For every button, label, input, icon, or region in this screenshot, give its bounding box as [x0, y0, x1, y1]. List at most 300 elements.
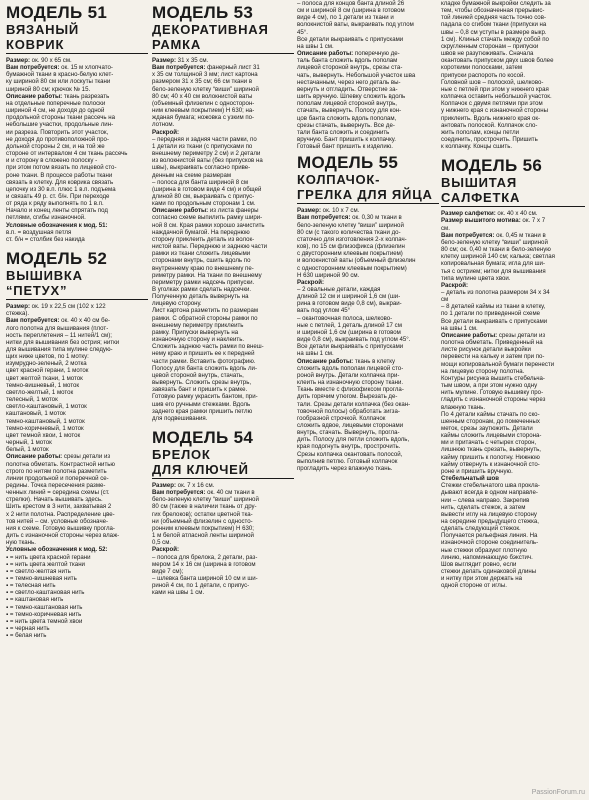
- text-line: дывают всегда в одном направле-: [441, 489, 538, 497]
- text-line: 45°.: [297, 28, 308, 36]
- text-line: ним клеевым покрытием) Н 630; на-: [152, 107, 255, 115]
- text-line: см и шириной 8 см (ширина в готовом: [297, 7, 405, 15]
- text-line: – полоса для концов банта длиной 26: [297, 0, 405, 7]
- text-line: 1 м белой атласной ленты шириной: [152, 532, 254, 540]
- text-line: заднего края рамки пришить петлю: [152, 407, 253, 415]
- text-line: ▪ = белая нить: [6, 632, 47, 640]
- text-line: Вам потребуется: фанерный лист 31: [152, 64, 260, 72]
- text-line: ▪ = телесная нить: [6, 582, 56, 590]
- text-line: швы – 0,8 см уступы в размере выкр.: [441, 28, 547, 36]
- model-54-block: [152, 429, 294, 597]
- text-line: размером 31 х 35 см; 66 см ткани в: [152, 78, 253, 86]
- text-line: см.: [441, 224, 450, 232]
- model-53-text: [152, 57, 294, 422]
- text-line: с двусторонним клеевым покрытием): [297, 250, 403, 258]
- text-line: гладить с изнаночной стороны через: [441, 396, 546, 404]
- text-line: гообразной строчкой. Колпачок: [297, 414, 386, 422]
- model-51-block: [6, 4, 148, 243]
- text-line: бумажной ткани в красно-белую клет-: [6, 71, 114, 79]
- text-line: щих ниже цветов, по 1 мотку:: [6, 353, 89, 361]
- text-line: х 35 см толщиной 3 мм; лист картона: [152, 71, 258, 79]
- model-52-heading: МОДЕЛЬ 52: [6, 249, 108, 269]
- text-line: и шириной 1,6 см (ширина в готовом: [297, 328, 401, 336]
- text-line: Вам потребуется: ок. 15 м хлопчато-: [6, 64, 113, 72]
- model-51-title: ВЯЗАНЫЙ КОВРИК: [6, 22, 148, 54]
- text-line: Полосу для банта сложить вдоль ли-: [152, 364, 257, 372]
- text-line: дить с изнаночной стороны через влаж-: [6, 532, 120, 540]
- model-51-text: [6, 57, 148, 243]
- text-line: от ряда к ряду выполнять по 1 в.п.: [6, 200, 104, 208]
- model-51-heading: МОДЕЛЬ 51: [6, 3, 108, 22]
- text-line: светло-желтый, 1 моток: [6, 388, 74, 396]
- text-line: полотна обметать. Контрастной нитью: [6, 460, 115, 468]
- model-56-block: [441, 157, 585, 589]
- text-line: тали. Срезы детали колпачка (без окан-: [297, 400, 411, 408]
- text-line: Все детали выкраивать с припусками: [297, 343, 404, 351]
- model-54-title: БРЕЛОК ДЛЯ КЛЮЧЕЙ: [152, 447, 294, 479]
- text-line: одной стороне от иглы.: [441, 582, 507, 590]
- text-line: нему краю и пришить ее к передней: [152, 350, 255, 358]
- text-line: риметру рамки. На ткани по внешнему: [152, 271, 262, 279]
- text-line: Вам потребуется: ок. 0,45 м ткани в: [441, 231, 546, 239]
- text-line: не доходя до противоположной про-: [6, 135, 109, 143]
- text-line: редины. Точка пересечения разме-: [6, 481, 106, 489]
- text-line: ные стежки образуют плотную: [441, 546, 527, 554]
- text-line: из волокнистой ваты (без припусков на: [152, 157, 263, 165]
- text-line: Стебельчатый шов: [441, 475, 500, 483]
- text-line: бело-зеленую клетку “виши” шириной: [297, 221, 404, 229]
- text-line: на швы 1 см.: [441, 324, 478, 332]
- text-line: ками на швы 1 см.: [152, 589, 205, 597]
- text-line: Вам потребуется: ок. 40 см ткани в: [152, 489, 255, 497]
- text-line: цвет желтой ткани, 1 моток: [6, 374, 83, 382]
- text-line: вывести иглу на лицевую сторону: [441, 510, 537, 518]
- text-line: ▪ = темно-каштановая нить: [6, 603, 83, 611]
- text-line: короткими полосками, затем: [441, 64, 523, 72]
- text-line: шенным сторонам, до помеченных: [441, 417, 540, 425]
- text-line: и нитку при этом держать на: [441, 575, 522, 583]
- text-line: внешнему периметру 2 см) и 2 детали: [152, 150, 261, 158]
- text-line: Описание работы: из листа фанеры: [152, 207, 259, 215]
- text-line: Размер салфетки: ок. 40 х 40 см.: [441, 210, 538, 218]
- text-line: Размер: ок. 10 х 7 см.: [297, 207, 360, 215]
- text-line: ▪ = нить цвета желтой ткани: [6, 560, 85, 568]
- text-line: кайму отвернуть к изнаночной сто-: [441, 460, 540, 468]
- text-line: части рамки. Вставить фотографию.: [152, 357, 256, 365]
- text-line: кайму пришить к полотну. Нижнюю: [441, 453, 540, 461]
- text-line: Сложить заднюю часть рамки по внеш-: [152, 343, 264, 351]
- text-line: длиной 12 см и шириной 1,6 см (ши-: [297, 293, 401, 301]
- text-line: вернуть и отгладить. Отверстие за-: [297, 85, 398, 93]
- text-line: ▪ = каштановая нить: [6, 596, 64, 604]
- text-line: в.п. = воздушная петля: [6, 228, 72, 236]
- text-line: ную ткань.: [6, 539, 36, 547]
- model-55-block: [297, 0, 439, 472]
- text-line: скругленным сторонам – припуски: [441, 42, 539, 50]
- text-line: полотна обметать. Приведенный на: [441, 339, 543, 347]
- column-4: [441, 0, 585, 800]
- text-line: нестачанным, через него деталь вы-: [297, 78, 401, 86]
- text-line: Описание работы: срезы детали из: [441, 331, 546, 339]
- text-line: – передняя и задняя части рамки, по: [152, 135, 257, 143]
- text-line: срезы стачать, вывернуть. Все де-: [297, 121, 395, 129]
- text-line: для подвешивания.: [152, 414, 208, 422]
- model-54-text: [152, 482, 294, 597]
- text-line: 1 детали из ткани (с припусками по: [152, 142, 253, 150]
- text-line: ность переплетения – 11 нитей/1 см);: [6, 331, 112, 339]
- text-line: пополам лицевой стороной внутрь,: [297, 100, 397, 108]
- text-line: Условные обозначения к мод. 52:: [6, 546, 108, 554]
- text-line: Размер: ок. 19 х 22,5 см (102 х 122: [6, 303, 106, 311]
- text-line: для вышивания типа мулине следую-: [6, 346, 113, 353]
- text-line: виде 4 см), по 1 детали из ткани и: [297, 14, 394, 22]
- text-line: швы), выкраивать согласно приве-: [152, 164, 251, 172]
- text-line: бело-зеленую клетку “виши” шириной: [152, 496, 259, 504]
- text-line: типа мулине цвета хвои.: [441, 274, 511, 282]
- text-line: Размер: ок. 7 х 16 см.: [152, 481, 215, 489]
- text-line: той линией средняя часть точно сов-: [441, 14, 546, 22]
- text-line: припуски распороть по косой.: [441, 71, 526, 79]
- text-line: шив его ручными стежками. Вдоль: [152, 400, 251, 408]
- text-line: Ткань вместе с флизофиксом прогла-: [297, 386, 404, 394]
- watermark: PassionForum.ru: [531, 789, 585, 796]
- model-52-block: [6, 250, 148, 639]
- text-line: стрелки). Начать вышивать здесь.: [6, 496, 103, 504]
- text-line: сторону приклеить деталь из волок-: [152, 235, 255, 243]
- text-line: Раскрой:: [152, 128, 180, 136]
- text-line: ст. б/н = столбик без накида: [6, 235, 85, 243]
- text-line: Все детали выкраивать с припусками: [441, 317, 548, 325]
- text-line: шить вручную. Шлевку сложить вдоль: [297, 93, 406, 101]
- text-line: с односторонним клеевым покрытием): [297, 264, 407, 272]
- text-line: ни (объемный флизелин с односто-: [152, 517, 253, 525]
- text-line: Описание работы: поперечную де-: [297, 50, 400, 58]
- text-line: виде 7 см);: [152, 567, 184, 575]
- text-line: цвет красной герани, 1 моток: [6, 367, 89, 375]
- text-line: Размер: 31 х 35 см.: [152, 57, 209, 64]
- text-line: ▪ = нить цвета красной герани: [6, 553, 91, 561]
- text-line: темно-каштановый, 1 моток: [6, 417, 85, 425]
- model-52-title: ВЫШИВКА “ПЕТУХ”: [6, 268, 148, 300]
- text-line: на швы 1 см.: [297, 42, 334, 50]
- column-1: [6, 0, 148, 800]
- text-line: тов нитей – см. условные обозначе-: [6, 517, 109, 525]
- text-line: По 4 детали каймы стачать по ско-: [441, 410, 540, 418]
- text-line: ния к схеме. Готовую вышивку прогла-: [6, 524, 115, 532]
- model-55-continuation: [441, 0, 585, 150]
- text-line: ку шириной 80 см или лоскуты ткани: [6, 78, 111, 86]
- text-line: Все детали выкраивать с припусками: [297, 35, 404, 43]
- text-line: внешнему периметру приклеить: [152, 321, 244, 329]
- text-line: жданая бумага; ножовка с узким по-: [152, 114, 255, 122]
- text-line: Готовый бант пришить к изделию.: [297, 143, 393, 151]
- text-line: Готовую рамку украсить бантом, при-: [152, 393, 258, 401]
- text-line: (объемный флизелин с односторон-: [152, 99, 255, 107]
- text-line: нить, сделать стежок, а затем: [441, 503, 526, 511]
- model-53-title: ДЕКОРАТИВНАЯ РАМКА: [152, 22, 294, 54]
- text-line: Размер: ок. 90 х 65 см.: [6, 57, 72, 64]
- text-line: каштановый, 1 моток: [6, 410, 66, 418]
- text-line: сторонами внутрь, сшить вдоль по: [152, 257, 251, 265]
- text-line: ии разреза. Повторить этот участок,: [6, 128, 109, 136]
- text-line: шириной 4 см, не доходя до одной: [6, 107, 105, 115]
- text-line: сделать следующий стежок.: [441, 525, 521, 533]
- text-line: Раскрой:: [441, 281, 469, 289]
- text-line: швов не разутюживать. Сначала: [441, 50, 534, 58]
- text-line: приклеить. Вдоль нижнего края ок-: [441, 114, 541, 122]
- text-line: Лист картона разметить по размерам: [152, 307, 259, 315]
- text-line: перевести на кальку и затем при по-: [441, 353, 545, 361]
- text-line: клетку шириной 140 см; калька; светлая: [441, 253, 555, 261]
- text-line: черный, 1 моток: [6, 439, 52, 447]
- text-line: клеить на изнаночную сторону ткани.: [297, 379, 404, 387]
- text-line: – полоса для банта шириной 8 см: [152, 178, 249, 186]
- text-line: рамку. Припуски вывернуть на: [152, 328, 239, 336]
- text-line: связать в клетку. Для коврика связать: [6, 178, 114, 186]
- text-line: небольшие участки, продольные лин-: [6, 121, 114, 129]
- text-line: изнаночную сторону и наклеить.: [152, 336, 245, 344]
- text-line: телесный, 1 моток: [6, 396, 58, 404]
- text-line: на швы 1 см.: [297, 350, 334, 358]
- text-line: таль банта сложить вдоль пополам: [297, 57, 398, 65]
- text-line: сложить вдвое, лицевыми сторонами: [297, 421, 404, 429]
- text-line: х 2 нити полотна. Распределение цве-: [6, 510, 115, 518]
- text-line: ▪ = темно-вишневая нить: [6, 575, 77, 582]
- text-line: вать под углом 45°: [297, 307, 351, 315]
- text-line: Условные обозначения к мод. 51:: [6, 221, 108, 229]
- text-line: нии – слева направо. Закрепив: [441, 496, 530, 504]
- text-line: Н 630 шириной 90 см.: [297, 271, 360, 279]
- text-line: (ширина в готовом виде 4 см) и общей: [152, 185, 262, 193]
- text-line: и волокнистой ваты (объемный флизелин: [297, 257, 416, 265]
- text-line: риной 4 см, по 1 детали, с припус-: [152, 582, 250, 590]
- model-55-text-pre: [297, 0, 439, 150]
- text-line: статочно для изготовления 2-х колпач-: [297, 235, 407, 243]
- text-line: изумрудно-зеленый, 2 мотка: [6, 360, 87, 368]
- text-line: ▪ = темно-коричневая нить: [6, 610, 82, 618]
- text-line: чать, вывернуть. Небольшой участок шва: [297, 71, 416, 79]
- text-line: Начало и конец ленты спрятать под: [6, 207, 108, 215]
- text-line: строго по нитям полотна разметить: [6, 467, 107, 475]
- text-line: у нижнего края с изнаночной стороны: [441, 107, 548, 115]
- text-line: ▪ = светло-желтая нить: [6, 567, 71, 575]
- text-line: окантовать припуском двух швов более: [441, 57, 554, 65]
- text-line: линии продольной и поперечной се-: [6, 474, 109, 482]
- text-line: ной 8 см. Края рамки хорошо зачистить: [152, 221, 265, 229]
- text-line: Раскрой:: [297, 278, 325, 286]
- text-line: Срезы колпачка окантовать полосой,: [297, 450, 403, 458]
- text-line: периметру рамки надсечь припуски.: [152, 278, 255, 286]
- text-line: листе рисунок детали выкройки: [441, 346, 531, 354]
- text-line: белый, 1 моток: [6, 446, 49, 454]
- model-56-heading: МОДЕЛЬ 56: [441, 156, 543, 176]
- text-line: стежки делать одинаковой длины: [441, 568, 537, 576]
- text-line: 0,5 см.: [152, 539, 172, 547]
- model-56-text: [441, 210, 585, 589]
- text-line: ные с петлей при этом у нижнего края: [441, 85, 549, 93]
- model-52-text: [6, 303, 148, 639]
- text-line: 80 см; ок. 0,40 м ткани в бело-зеленую: [441, 246, 551, 254]
- text-line: денным на схеме размерам: [152, 171, 232, 179]
- text-line: цевой стороной внутрь, стачать,: [152, 371, 244, 379]
- column-2: [152, 0, 294, 800]
- text-line: на отдельные поперечные полоски: [6, 99, 106, 107]
- text-line: Шить крестом в 3 нити, захватывая 2: [6, 503, 112, 511]
- model-54-heading: МОДЕЛЬ 54: [152, 427, 254, 447]
- text-line: цвет темной хвои, 1 моток: [6, 431, 81, 439]
- text-line: каймы сложить лицевыми сторона-: [441, 432, 542, 440]
- text-line: края подогнуть внутрь, прострочить.: [297, 443, 401, 451]
- text-line: нистой ваты. Переднюю и заднюю части: [152, 243, 268, 251]
- text-line: Полученную деталь вывернуть на: [152, 293, 249, 301]
- text-line: шириной 80 см; крючок № 15.: [6, 85, 91, 93]
- model-53-heading: МОДЕЛЬ 53: [152, 3, 254, 22]
- text-line: ченных линий = середина схемы (ст.: [6, 489, 110, 497]
- model-55-title: КОЛПАЧОК- ГРЕЛКА ДЛЯ ЯЙЦА: [297, 172, 439, 204]
- text-line: – шлевка банта шириной 10 см и ши-: [152, 575, 258, 582]
- text-line: гих брелоков); остатки цветной тка-: [152, 510, 253, 518]
- text-line: цепочку из 30 в.п. плюс 1 в.п. подъема: [6, 185, 116, 193]
- text-line: меток, срезы заутюжить. Детали: [441, 424, 533, 432]
- text-line: нить мулине. Готовую вышивку про-: [441, 389, 544, 397]
- text-line: Раскрой:: [152, 546, 180, 554]
- text-line: и связать 49 р. ст. б/н. При переходе: [6, 192, 110, 200]
- model-55-text: [297, 207, 439, 472]
- model-53-block: [152, 4, 294, 422]
- text-line: длиной 80 см, выкраивать с припус-: [152, 192, 255, 200]
- text-line: лицевую сторону.: [152, 300, 202, 308]
- text-line: виде 0,8 см), выкраивать под углом 45°.: [297, 336, 411, 344]
- text-line: Описание работы: ткань в клетку: [297, 357, 396, 365]
- text-line: ков), по 15 см флизофикса (флизелин: [297, 243, 405, 251]
- text-line: тем, чтобы обозначенная прерывис-: [441, 7, 545, 15]
- text-line: рина в готовом виде 0,8 см), выкраи-: [297, 300, 402, 308]
- text-line: вывернуть. Сложить срезы внутрь,: [152, 379, 252, 387]
- text-line: ные с петлей, 1 деталь длиной 17 см: [297, 321, 402, 329]
- text-line: – 8 деталей каймы из ткани в клетку,: [441, 303, 546, 311]
- text-line: согласно схеме выпилить рамку шири-: [152, 214, 263, 222]
- text-line: мощи копировальной бумаги перенести: [441, 360, 555, 368]
- text-line: линию, напоминающую бэкстич.: [441, 553, 533, 561]
- text-line: сложить вдоль пополам лицевой сто-: [297, 364, 404, 372]
- text-line: лотном.: [152, 121, 175, 129]
- text-line: – окантовочная полоса, шелково-: [297, 314, 393, 322]
- text-line: тья с острием; нитки для вышивания: [441, 267, 546, 275]
- text-line: темно-вишневый, 1 моток: [6, 381, 80, 389]
- text-line: Размер вышитого мотива: ок. 7 х 7: [441, 217, 546, 225]
- text-line: мером 14 х 16 см (ширина в готовом: [152, 560, 256, 568]
- text-line: тали банта сложить и соединить: [297, 128, 390, 136]
- text-line: колпачка оставить небольшой участок.: [441, 93, 552, 101]
- text-line: соединить, прострочить. Пришить: [441, 135, 538, 143]
- text-line: – деталь из полотна размером 34 х 34: [441, 289, 550, 296]
- text-line: цов банта сложить вдоль пополам,: [297, 114, 397, 122]
- text-line: темно-коричневый, 1 моток: [6, 424, 84, 432]
- text-line: к колпачку. Концы сшить.: [441, 143, 513, 151]
- text-line: копировальная бумага; игла для ши-: [441, 260, 545, 268]
- text-line: Контуры рисунка вышить стебельча-: [441, 374, 545, 382]
- text-line: рамки из ткани сложить лицевыми: [152, 250, 251, 258]
- text-line: В уголках рамки сделать надсечки.: [152, 286, 252, 293]
- text-line: завязать бант и пришить к рамке.: [152, 386, 248, 394]
- text-line: кладке бумажной выкройки следить за: [441, 0, 551, 7]
- text-line: жить пополам, концы петли: [441, 128, 520, 136]
- text-line: ▪ = нить цвета темной хвои: [6, 617, 83, 625]
- text-line: бело-зеленую клетку “виши” шириной: [152, 85, 259, 93]
- text-line: антовать полоской. Колпачок сло-: [441, 121, 538, 129]
- text-line: роной внутрь. Детали колпачка при-: [297, 371, 400, 379]
- text-line: тым швом, а при этом нужно одну: [441, 382, 538, 390]
- text-line: 80 см (с такого количества ткани до-: [297, 228, 401, 236]
- text-line: стачать, вывернуть. Полосу для кон-: [297, 107, 402, 115]
- text-line: вручную. Бант пришить к колпачку.: [297, 135, 396, 143]
- text-line: петлями, сгибы изнаночной.: [6, 214, 86, 222]
- text-line: на лицевую сторону полотна.: [441, 367, 525, 375]
- text-line: по 1 детали по приведенной схеме: [441, 310, 541, 318]
- text-line: – 2 овальные детали, каждая: [297, 286, 381, 293]
- model-56-title: ВЫШИТАЯ САЛФЕТКА: [441, 175, 585, 207]
- text-line: бело-зеленую клетку “виши” шириной: [441, 238, 548, 246]
- text-line: внутреннему краю по внешнему пе-: [152, 264, 254, 272]
- text-line: ками по продольным сторонам 1 см.: [152, 200, 256, 208]
- text-line: ▪ = черная нить: [6, 625, 50, 633]
- text-line: и и сторону в сложено полоску -: [6, 157, 98, 165]
- text-line: при этом потом вязать по лицевой сто-: [6, 164, 117, 172]
- text-line: 1 см). Клинья стачать между собой по: [441, 35, 549, 43]
- text-line: Головной шов – полоской, шелково-: [441, 78, 544, 86]
- text-line: светло-каштановый, 1 моток: [6, 403, 87, 411]
- text-line: 80 см (также в наличии ткань от дру-: [152, 503, 257, 511]
- text-line: – полоса для брелока, 2 детали, раз-: [152, 553, 258, 561]
- text-line: прогладить через влажную ткань.: [297, 464, 393, 472]
- text-line: лишнюю ткань срезать, вывернуть,: [441, 446, 541, 454]
- text-line: волокнистой ваты, выкраивать под углом: [297, 21, 414, 29]
- text-line: дить. Полосу для петли сложить вдоль,: [297, 436, 410, 444]
- text-line: изнаночной стороне соединитель-: [441, 539, 539, 547]
- text-line: Вам потребуется: ок. 0,30 м ткани в: [297, 214, 402, 222]
- text-line: Описание работы: срезы детали из: [6, 453, 111, 461]
- text-line: Шов выглядит ровно, если: [441, 560, 517, 568]
- text-line: стежка).: [6, 310, 30, 318]
- text-line: выполнив петлю. Готовый колпачок: [297, 457, 398, 465]
- text-line: см: [441, 296, 449, 304]
- text-line: Колпачок с двумя петлями при этом: [441, 100, 543, 108]
- text-line: Описание работы: ткань разрезать: [6, 92, 110, 100]
- text-line: рамки. С обратной стороны рамки по: [152, 314, 258, 322]
- text-line: ронним клеевым покрытием) Н 630;: [152, 524, 254, 532]
- text-line: роне и пришить вручную.: [441, 467, 513, 475]
- text-line: внутрь, стачать. Вывернуть, прогла-: [297, 429, 400, 437]
- text-line: товочной полосы) обработать зигза-: [297, 407, 400, 415]
- text-line: роне ткани. В процессе работы ткани: [6, 171, 113, 179]
- text-line: стороне от интервалом 4 см ткань рассечь: [6, 150, 128, 158]
- text-line: влажную ткань.: [441, 403, 486, 411]
- model-55-heading: МОДЕЛЬ 55: [297, 153, 399, 173]
- text-line: дольной стороны 2 см, и на той же: [6, 142, 105, 150]
- text-line: продольной стороны ткани рассечь на: [6, 114, 116, 122]
- text-line: Вам потребуется: ок. 40 х 40 см бе-: [6, 317, 111, 325]
- text-line: Получается рельефная линия. На: [441, 532, 538, 540]
- column-3: [297, 0, 439, 800]
- text-line: ми и притачать с четырех сторон,: [441, 439, 537, 447]
- text-line: нитки для вышивания без острия; нитки: [6, 338, 120, 346]
- text-line: наждачной бумагой. На переднюю: [152, 228, 250, 236]
- text-line: 80 см; 40 х 40 см волокнистой ваты: [152, 92, 253, 100]
- text-line: дить горячим утюгом. Вырезать де-: [297, 393, 398, 401]
- text-line: падала со сгибом ткани (припуски на: [441, 21, 547, 29]
- text-line: ▪ = светло-каштановая нить: [6, 589, 85, 597]
- text-line: лицевой стороной внутрь, срезы ста-: [297, 64, 403, 72]
